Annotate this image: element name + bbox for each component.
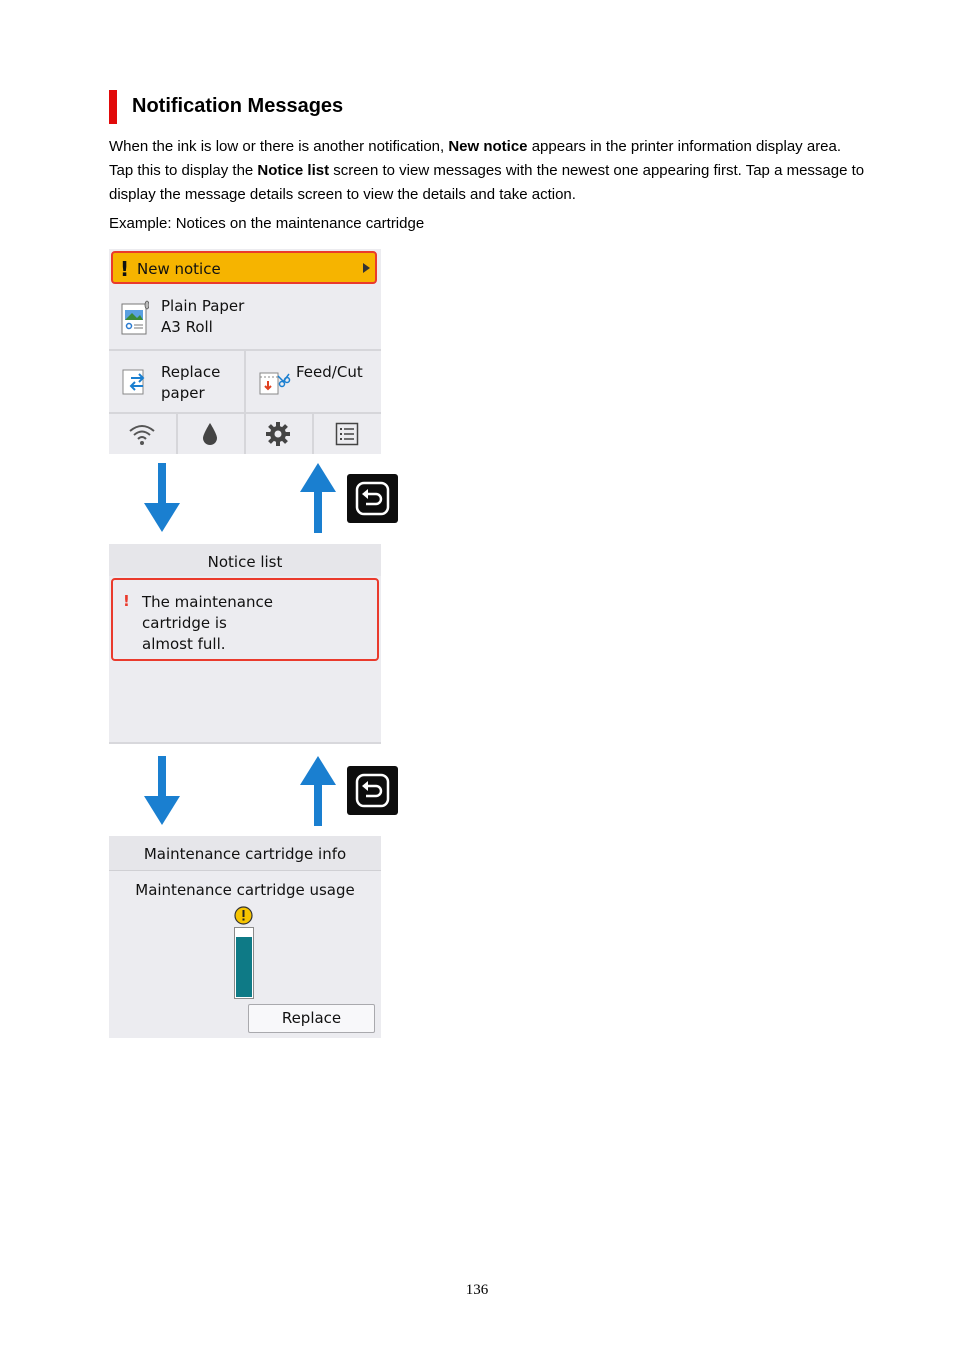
divider bbox=[312, 414, 314, 454]
replace-button[interactable]: Replace bbox=[248, 1004, 375, 1033]
back-button[interactable] bbox=[347, 766, 398, 815]
divider bbox=[244, 414, 246, 454]
replace-paper-icon bbox=[121, 367, 151, 397]
back-button[interactable] bbox=[347, 474, 398, 523]
alert-icon: ! bbox=[123, 592, 130, 610]
alert-icon: ! bbox=[120, 257, 130, 281]
notice-list-title: Notice list bbox=[109, 544, 381, 576]
notice-list bbox=[109, 576, 381, 744]
feed-cut-label: Feed/Cut bbox=[296, 363, 363, 381]
down-arrow-icon bbox=[143, 463, 181, 533]
notice-item[interactable] bbox=[111, 578, 379, 661]
paragraph-text: screen to view messages with the newest one appearing first. Tap a message to display the message details screen to view the details and take action. bbox=[109, 162, 865, 203]
list-icon bbox=[335, 422, 359, 446]
up-arrow-icon bbox=[299, 756, 337, 826]
notice-message bbox=[142, 592, 342, 655]
usage-label: Maintenance cartridge usage bbox=[135, 881, 355, 899]
back-icon bbox=[347, 474, 398, 523]
ink-drop-icon bbox=[202, 422, 218, 446]
paper-settings-icon bbox=[121, 300, 149, 336]
settings-button[interactable] bbox=[245, 414, 311, 454]
example-caption: Example: Notices on the maintenance cartridge bbox=[109, 215, 425, 232]
menu-button[interactable] bbox=[313, 414, 381, 454]
gear-icon bbox=[265, 421, 291, 447]
paper-size: A3 Roll bbox=[161, 318, 213, 336]
up-arrow-icon bbox=[299, 463, 337, 533]
divider bbox=[176, 414, 178, 454]
warning-icon bbox=[234, 906, 253, 925]
notice-message-line: The maintenance bbox=[142, 593, 273, 611]
new-notice-button[interactable] bbox=[111, 251, 377, 284]
paper-type: Plain Paper bbox=[161, 297, 245, 315]
section-title: Notification Messages bbox=[132, 95, 344, 117]
back-icon bbox=[347, 766, 398, 815]
feed-cut-button[interactable] bbox=[246, 351, 381, 412]
usage-gauge bbox=[234, 927, 254, 999]
replace-paper-label-1: Replace bbox=[161, 363, 221, 381]
paragraph-text: When the ink is low or there is another notification, bbox=[109, 138, 449, 155]
bold-term: Notice list bbox=[257, 162, 330, 179]
chevron-right-icon bbox=[363, 263, 370, 273]
maintenance-info-panel bbox=[109, 871, 381, 1038]
page-number: 136 bbox=[465, 1282, 489, 1298]
paper-info-row[interactable] bbox=[109, 288, 381, 348]
ink-button[interactable] bbox=[177, 414, 243, 454]
paragraph-text: appears in the printer information display area. Tap this to display the bbox=[109, 138, 842, 179]
maintenance-info-title: Maintenance cartridge info bbox=[109, 836, 381, 871]
section-paragraph bbox=[109, 135, 869, 207]
heading-accent-bar bbox=[109, 90, 117, 124]
feed-cut-icon bbox=[258, 367, 292, 397]
bold-term: New notice bbox=[448, 138, 528, 155]
notice-message-line: cartridge is bbox=[142, 614, 227, 632]
replace-paper-button[interactable] bbox=[109, 351, 244, 412]
usage-gauge-fill bbox=[236, 937, 252, 997]
down-arrow-icon bbox=[143, 756, 181, 826]
new-notice-label: New notice bbox=[137, 260, 221, 278]
wifi-icon bbox=[128, 422, 156, 446]
notice-message-line: almost full. bbox=[142, 635, 226, 653]
replace-paper-label-2: paper bbox=[161, 384, 205, 402]
wifi-button[interactable] bbox=[109, 414, 175, 454]
